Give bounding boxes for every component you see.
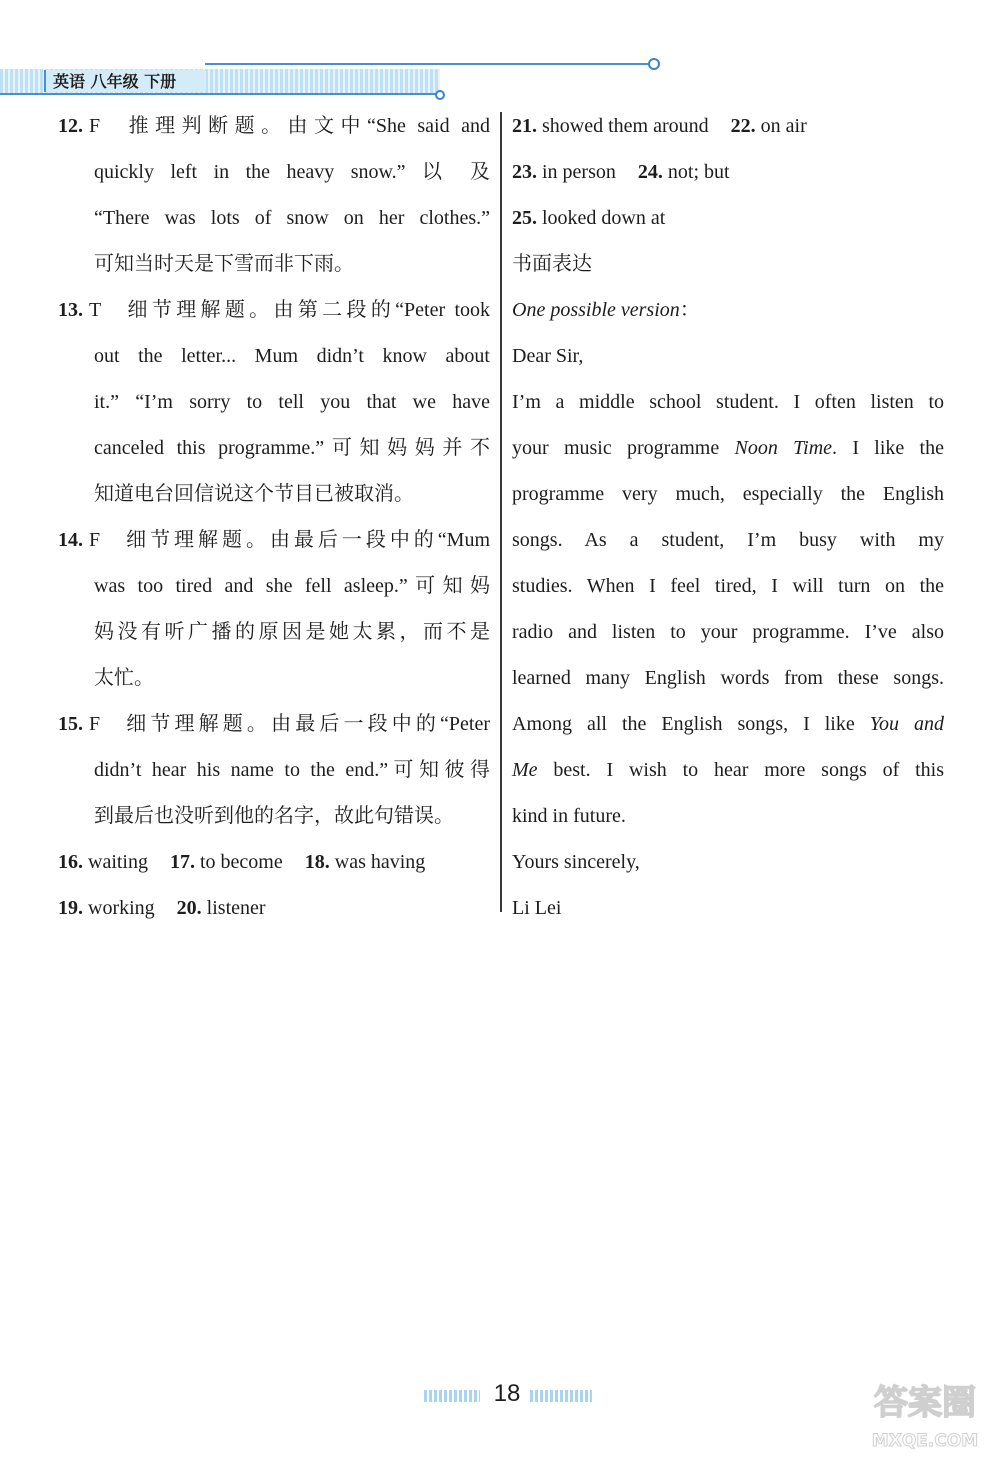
letter-line: I’m a middle school student. I often listen to [512,391,944,413]
answer-item-12 [58,103,490,287]
item-explanation-line: 细节理解题。由最后一段中的“Peter [122,713,490,735]
answer-item-15 [58,701,490,839]
item-number: 22. [730,115,756,137]
letter-line: Me best. I wish to hear more songs of this [512,759,944,781]
letter-line: studies. When I feel tired, I will turn on the [512,575,944,597]
watermark-text: 答案圈 [874,1383,976,1423]
item-explanation-line: was too tired and she fell asleep.”可知妈 [94,575,490,597]
column-divider [500,112,502,912]
watermark-logo [860,1372,990,1452]
fill-answer: working [88,897,155,919]
fill-answer: not; but [667,161,730,183]
item-number: 21. [512,115,537,137]
fill-answer: listener [206,897,266,919]
answer-item-13 [58,287,490,517]
footer-ornament-right [530,1390,592,1402]
item-explanation-line: 可知当时天是下雪而非下雨。 [94,253,354,275]
item-number: 23. [512,161,537,183]
item-explanation-line: quickly left in the heavy snow.” 以 及 [94,161,490,183]
fill-answer: was having [334,851,426,873]
item-explanation-line: out the letter... Mum didn’t know about [94,345,490,367]
header-rule-top [205,63,650,65]
item-number: 12. [58,115,83,137]
item-explanation-line: it.” “I’m sorry to tell you that we have [94,391,490,413]
fill-answer: looked down at [542,207,666,229]
book-title: 英语 八年级 下册 [53,72,177,91]
footer-ornament-left [424,1390,480,1402]
fill-answer: on air [760,115,807,137]
right-column [512,103,944,931]
item-explanation-line: 推理判断题。由文中“She said and [122,115,490,137]
item-number: 18. [304,851,330,873]
item-number: 25. [512,207,537,229]
answer-item-14 [58,517,490,701]
letter-line: programme very much, especially the English [512,483,944,505]
letter-line: songs. As a student, I’m busy with my [512,529,944,551]
item-number: 17. [170,851,195,873]
item-number: 13. [58,299,83,321]
item-explanation-line: 太忙。 [94,667,154,689]
item-explanation-line: 细节理解题。由最后一段中的“Mum [122,529,490,551]
letter-signature: Li Lei [512,897,562,919]
item-answer: F [89,529,101,551]
page-number: 18 [493,1380,521,1407]
fill-answer: to become [200,851,283,873]
letter-line: kind in future. [512,805,626,827]
version-label-text: One possible version [512,299,680,321]
letter-closing: Yours sincerely, [512,851,640,873]
fill-answer: showed them around [542,115,709,137]
fill-answer-row [512,103,944,149]
fill-answer-row [512,149,944,195]
item-number: 20. [176,897,202,919]
letter-line: learned many English words from these songs. [512,667,944,689]
fill-answer-row [58,839,490,885]
fill-answer-row [512,195,944,241]
item-number: 19. [58,897,83,919]
item-number: 15. [58,713,83,735]
item-explanation-line: 到最后也没听到他的名字，故此句错误。 [94,805,454,827]
fill-answer: waiting [88,851,148,873]
item-number: 24. [637,161,663,183]
item-explanation-line: 知道电台回信说这个节目已被取消。 [94,483,414,505]
watermark-url: MXQE.COM [871,1431,979,1451]
header-rule-dot [435,90,445,100]
letter-line: Among all the English songs, I like You and [512,713,944,735]
item-number: 16. [58,851,83,873]
letter-greeting: Dear Sir, [512,345,584,367]
fill-answer-row [58,885,490,931]
item-answer: T [89,299,102,321]
item-number: 14. [58,529,83,551]
letter-line: radio and listen to your programme. I’ve also [512,621,944,643]
version-label [512,287,944,333]
version-colon: ： [679,299,700,321]
left-column [58,103,490,931]
item-explanation-line: “There was lots of snow on her clothes.” [94,207,490,229]
header-rule-dot [648,58,660,70]
item-explanation-line: 细节理解题。由第二段的“Peter took [123,299,490,321]
item-explanation-line: canceled this programme.”可知妈妈并不 [94,437,490,459]
item-explanation-line: 妈没有听广播的原因是她太累，而不是 [94,621,490,643]
section-heading: 书面表达 [512,253,592,275]
fill-answer: in person [542,161,616,183]
header-rule-bottom [0,93,440,95]
item-answer: F [89,713,101,735]
item-answer: F [89,115,101,137]
letter-line: your music programme Noon Time. I like the [512,437,944,459]
item-explanation-line: didn’t hear his name to the end.”可知彼得 [94,759,490,781]
